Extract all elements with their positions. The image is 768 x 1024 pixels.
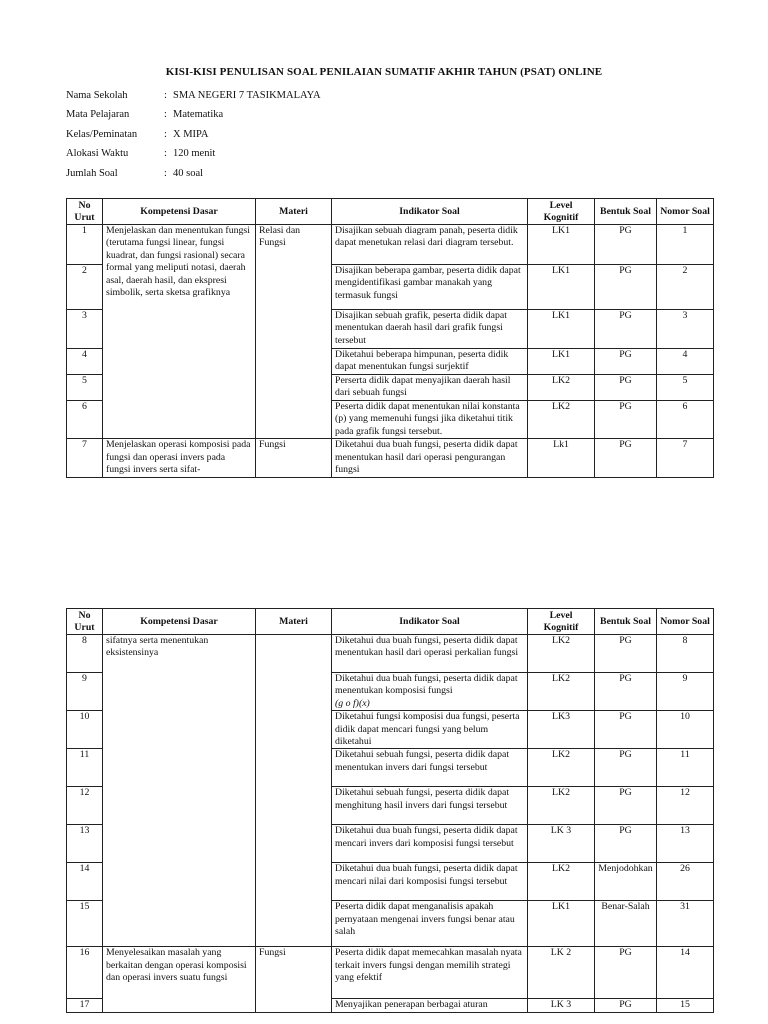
cell-indikator: Perserta didik dapat menyajikan daerah hasil dari sebuah fungsi xyxy=(332,375,528,401)
cell-no: 11 xyxy=(67,749,103,787)
header-bentuk: Bentuk Soal xyxy=(595,199,657,225)
cell-level: LK2 xyxy=(528,863,595,901)
meta-value: X MIPA xyxy=(173,128,209,140)
cell-level: LK 3 xyxy=(528,999,595,1013)
cell-materi: Fungsi xyxy=(256,439,332,478)
cell-indikator: Disajikan beberapa gambar, peserta didik dapat mengidentifikasi gambar manakah yang termasuk fungsi xyxy=(332,265,528,310)
meta-label: Jumlah Soal xyxy=(66,167,118,179)
meta-row-duration: Alokasi Waktu : 120 menit xyxy=(66,148,321,167)
meta-value: Matematika xyxy=(173,109,224,121)
cell-indikator: Diketahui dua buah fungsi, peserta didik dapat mencari invers dari komposisi fungsi tersebut xyxy=(332,825,528,863)
header-materi: Materi xyxy=(256,199,332,225)
cell-level: LK2 xyxy=(528,635,595,673)
grid-table-page-2 xyxy=(66,608,714,1013)
grid-table-page-1 xyxy=(66,198,714,478)
header-nomor: Nomor Soal xyxy=(657,609,714,635)
meta-value: 120 menit xyxy=(173,148,216,160)
meta-value: 40 soal xyxy=(173,167,204,179)
header-nomor: Nomor Soal xyxy=(657,199,714,225)
cell-kd: sifatnya serta menentukan eksistensinya xyxy=(103,635,256,947)
cell-bentuk: PG xyxy=(595,401,657,439)
composition-notation: (g o f)(x) xyxy=(335,697,370,709)
cell-nomor: 4 xyxy=(657,349,714,375)
cell-indikator: Menyajikan penerapan berbagai aturan xyxy=(332,999,528,1013)
cell-indikator: Diketahui sebuah fungsi, peserta didik dapat menentukan invers dari fungsi tersebut xyxy=(332,749,528,787)
cell-no: 13 xyxy=(67,825,103,863)
header-indikator: Indikator Soal xyxy=(332,199,528,225)
header-no: No Urut xyxy=(67,199,103,225)
meta-row-school: Nama Sekolah : SMA NEGERI 7 TASIKMALAYA xyxy=(66,90,321,109)
table-row xyxy=(67,225,714,265)
cell-level: LK3 xyxy=(528,711,595,749)
cell-bentuk: PG xyxy=(595,310,657,349)
document-meta xyxy=(66,90,321,187)
cell-no: 5 xyxy=(67,375,103,401)
cell-indikator: Peserta didik dapat memecahkan masalah nyata terkait invers fungsi dengan memilih strategi yang efektif xyxy=(332,947,528,999)
header-bentuk: Bentuk Soal xyxy=(595,609,657,635)
table-row xyxy=(67,635,714,673)
cell-no: 3 xyxy=(67,310,103,349)
cell-nomor: 8 xyxy=(657,635,714,673)
cell-indikator: Disajikan sebuah diagram panah, peserta didik dapat menetukan relasi dari diagram tersebut. xyxy=(332,225,528,265)
cell-indikator: Diketahui dua buah fungsi, peserta didik dapat menentukan hasil dari operasi pengurangan fungsi xyxy=(332,439,528,478)
cell-materi: Relasi dan Fungsi xyxy=(256,225,332,439)
cell-no: 6 xyxy=(67,401,103,439)
cell-no: 7 xyxy=(67,439,103,478)
cell-level: LK 2 xyxy=(528,947,595,999)
meta-label: Kelas/Peminatan xyxy=(66,128,138,140)
cell-indikator: Peserta didik dapat menentukan nilai konstanta (p) yang memenuhi fungsi jika diketahui titik pada grafik fungsi tersebut. xyxy=(332,401,528,439)
meta-label: Alokasi Waktu xyxy=(66,148,129,160)
meta-row-count: Jumlah Soal : 40 soal xyxy=(66,168,321,187)
meta-label: Mata Pelajaran xyxy=(66,109,130,121)
indikator-text: Diketahui dua buah fungsi, peserta didik dapat menentukan komposisi fungsi xyxy=(335,673,518,697)
cell-bentuk: PG xyxy=(595,749,657,787)
cell-level: LK1 xyxy=(528,901,595,947)
cell-bentuk: Menjodohkan xyxy=(595,863,657,901)
table-row xyxy=(67,439,714,478)
cell-indikator: Peserta didik dapat menganalisis apakah pernyataan mengenai invers fungsi benar atau salah xyxy=(332,901,528,947)
cell-nomor: 6 xyxy=(657,401,714,439)
cell-nomor: 5 xyxy=(657,375,714,401)
cell-materi: Fungsi xyxy=(256,947,332,1013)
cell-indikator: Diketahui sebuah fungsi, peserta didik dapat menghitung hasil invers dari fungsi tersebut xyxy=(332,787,528,825)
table-row xyxy=(67,947,714,999)
cell-nomor: 10 xyxy=(657,711,714,749)
cell-level: LK1 xyxy=(528,265,595,310)
header-indikator: Indikator Soal xyxy=(332,609,528,635)
header-materi: Materi xyxy=(256,609,332,635)
cell-indikator xyxy=(332,673,528,711)
cell-level: LK1 xyxy=(528,225,595,265)
cell-indikator: Diketahui fungsi komposisi dua fungsi, peserta didik dapat mencari fungsi yang belum diketahui xyxy=(332,711,528,749)
cell-level: LK2 xyxy=(528,787,595,825)
cell-nomor: 3 xyxy=(657,310,714,349)
header-no: No Urut xyxy=(67,609,103,635)
cell-bentuk: PG xyxy=(595,999,657,1013)
cell-no: 12 xyxy=(67,787,103,825)
cell-level: LK2 xyxy=(528,375,595,401)
cell-indikator: Disajikan sebuah grafik, peserta didik dapat menentukan daerah hasil dari grafik fungsi tersebut xyxy=(332,310,528,349)
cell-nomor: 7 xyxy=(657,439,714,478)
cell-nomor: 13 xyxy=(657,825,714,863)
cell-level: LK2 xyxy=(528,749,595,787)
cell-nomor: 15 xyxy=(657,999,714,1013)
cell-nomor: 2 xyxy=(657,265,714,310)
cell-level: LK1 xyxy=(528,349,595,375)
cell-bentuk: PG xyxy=(595,673,657,711)
cell-nomor: 31 xyxy=(657,901,714,947)
meta-row-class: Kelas/Peminatan : X MIPA xyxy=(66,129,321,148)
cell-no: 14 xyxy=(67,863,103,901)
cell-no: 1 xyxy=(67,225,103,265)
header-level: Level Kognitif xyxy=(528,609,595,635)
cell-bentuk: PG xyxy=(595,375,657,401)
meta-label: Nama Sekolah xyxy=(66,90,128,101)
cell-bentuk: PG xyxy=(595,349,657,375)
cell-bentuk: PG xyxy=(595,787,657,825)
cell-bentuk: Benar-Salah xyxy=(595,901,657,947)
header-kd: Kompetensi Dasar xyxy=(103,609,256,635)
cell-no: 17 xyxy=(67,999,103,1013)
cell-kd: Menyelesaikan masalah yang berkaitan dengan operasi komposisi dan operasi invers suatu fungsi xyxy=(103,947,256,1013)
cell-nomor: 9 xyxy=(657,673,714,711)
meta-value: SMA NEGERI 7 TASIKMALAYA xyxy=(173,90,321,101)
cell-no: 15 xyxy=(67,901,103,947)
document-title: KISI-KISI PENULISAN SOAL PENILAIAN SUMATIF AKHIR TAHUN (PSAT) ONLINE xyxy=(165,66,603,78)
cell-bentuk: PG xyxy=(595,225,657,265)
cell-bentuk: PG xyxy=(595,825,657,863)
cell-kd: Menjelaskan operasi komposisi pada fungsi dan operasi invers pada fungsi invers serta sifat- xyxy=(103,439,256,478)
cell-no: 4 xyxy=(67,349,103,375)
cell-no: 8 xyxy=(67,635,103,673)
header-kd: Kompetensi Dasar xyxy=(103,199,256,225)
cell-nomor: 1 xyxy=(657,225,714,265)
cell-nomor: 14 xyxy=(657,947,714,999)
cell-no: 16 xyxy=(67,947,103,999)
cell-indikator: Diketahui dua buah fungsi, peserta didik dapat mencari nilai dari komposisi fungsi tersebut xyxy=(332,863,528,901)
cell-level: Lk1 xyxy=(528,439,595,478)
cell-no: 10 xyxy=(67,711,103,749)
cell-indikator: Diketahui beberapa himpunan, peserta didik dapat menentukan fungsi surjektif xyxy=(332,349,528,375)
cell-no: 2 xyxy=(67,265,103,310)
table-header-row xyxy=(67,609,714,635)
cell-bentuk: PG xyxy=(595,711,657,749)
cell-level: LK2 xyxy=(528,673,595,711)
cell-nomor: 26 xyxy=(657,863,714,901)
cell-level: LK2 xyxy=(528,401,595,439)
cell-bentuk: PG xyxy=(595,635,657,673)
cell-no: 9 xyxy=(67,673,103,711)
cell-level: LK 3 xyxy=(528,825,595,863)
cell-bentuk: PG xyxy=(595,947,657,999)
cell-level: LK1 xyxy=(528,310,595,349)
cell-nomor: 11 xyxy=(657,749,714,787)
cell-nomor: 12 xyxy=(657,787,714,825)
cell-indikator: Diketahui dua buah fungsi, peserta didik dapat menentukan hasil dari operasi perkalian fungsi xyxy=(332,635,528,673)
cell-kd: Menjelaskan dan menentukan fungsi (terutama fungsi linear, fungsi kuadrat, dan fungsi rasional) secara formal yang meliputi notasi, daerah asal, daerah hasil, dan ekspresi simbolik, serta sketsa grafiknya xyxy=(103,225,256,439)
cell-bentuk: PG xyxy=(595,265,657,310)
header-level: Level Kognitif xyxy=(528,199,595,225)
cell-materi xyxy=(256,635,332,947)
meta-row-subject: Mata Pelajaran : Matematika xyxy=(66,109,321,128)
cell-bentuk: PG xyxy=(595,439,657,478)
table-header-row xyxy=(67,199,714,225)
